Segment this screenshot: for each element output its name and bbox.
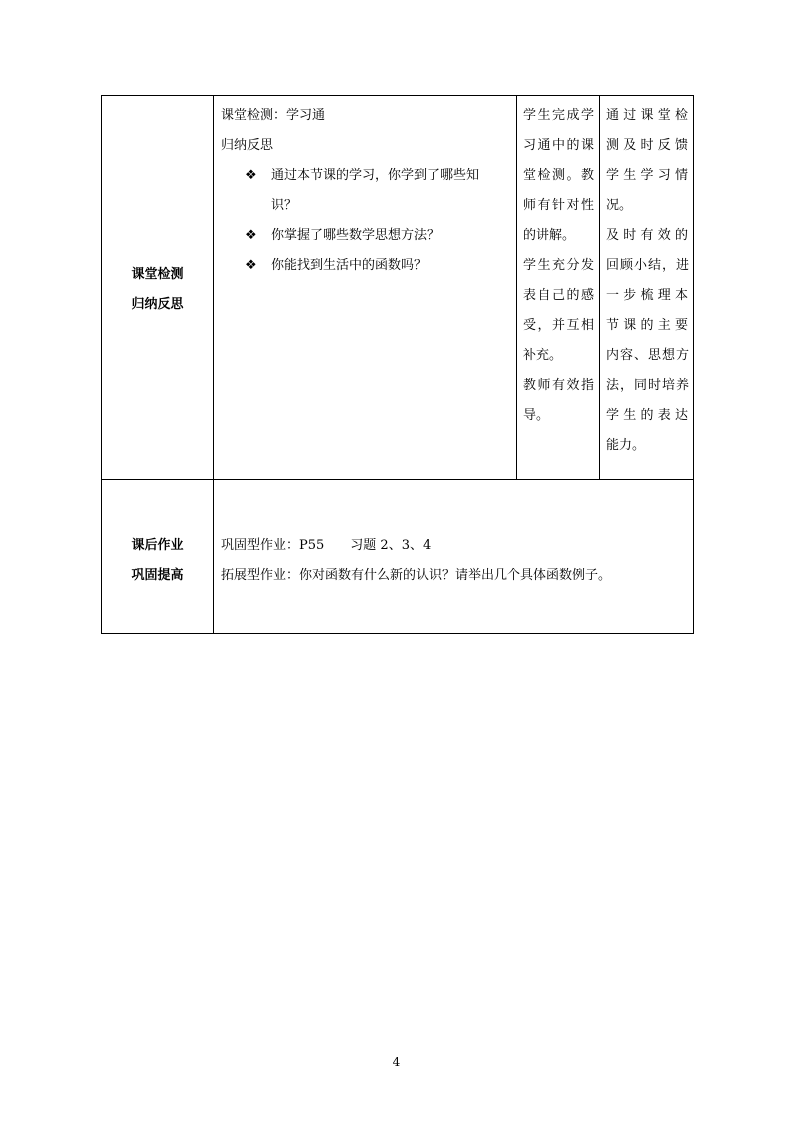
column-divider: [599, 95, 600, 480]
cell-text-line: 受，并互相: [523, 318, 594, 333]
diamond-bullet-icon: ❖: [245, 168, 257, 183]
cell-text-line: 能力。: [606, 438, 646, 453]
cell-text-line: 导。: [523, 408, 550, 423]
row-label-line: 巩固提高: [131, 568, 184, 583]
row-label-line: 归纳反思: [131, 297, 184, 312]
row-label-line: 课堂检测: [131, 267, 184, 282]
student-activity-cell: [523, 101, 594, 431]
cell-text-line: 教师有效指: [523, 378, 594, 393]
cell-text-line: 法，同时培养: [606, 378, 688, 393]
bullet-item: [221, 221, 513, 251]
cell-text-line: 及时有效的: [606, 228, 688, 243]
diamond-bullet-icon: ❖: [245, 228, 257, 243]
row-label-homework: [102, 531, 213, 591]
cell-text-line: 一步梳理本: [606, 288, 688, 303]
content-line: 归纳反思: [221, 138, 274, 153]
design-intent-cell: [606, 101, 688, 461]
row-label-line: 课后作业: [131, 538, 184, 553]
cell-text-line: 表自己的感: [523, 288, 594, 303]
cell-text-line: 节课的主要: [606, 318, 688, 333]
row-divider: [101, 479, 694, 480]
diamond-bullet-icon: ❖: [245, 258, 257, 273]
bullet-text: 识？: [271, 198, 298, 213]
bullet-item: [221, 251, 513, 281]
bullet-text: 你能找到生活中的函数吗？: [271, 258, 428, 273]
cell-text-line: 补充。: [523, 348, 563, 363]
homework-line: 巩固型作业：P55 习题 2、3、4: [221, 538, 432, 553]
bullet-text: 你掌握了哪些数学思想方法？: [271, 228, 441, 243]
cell-text-line: 师有针对性: [523, 198, 594, 213]
cell-text-line: 内容、思想方: [606, 348, 688, 363]
cell-text-line: 回顾小结，进: [606, 258, 688, 273]
bullet-text: 通过本节课的学习，你学到了哪些知: [271, 168, 480, 183]
bullet-item: [221, 161, 513, 221]
cell-text-line: 学生学习情: [606, 168, 688, 183]
cell-text-line: 堂检测。教: [523, 168, 594, 183]
cell-text-line: 况。: [606, 198, 633, 213]
cell-text-line: 学生充分发: [523, 258, 594, 273]
row-label-classroom-check: [102, 260, 213, 320]
cell-text-line: 学生的表达: [606, 408, 688, 423]
cell-text-line: 通过课堂检: [606, 108, 688, 123]
cell-text-line: 的讲解。: [523, 228, 576, 243]
homework-content-cell: [221, 531, 689, 591]
table-border-right: [693, 95, 694, 634]
column-divider: [516, 95, 517, 480]
teaching-content-cell: [221, 101, 513, 281]
table-border-bottom: [101, 633, 694, 634]
cell-text-line: 学生完成学: [523, 108, 594, 123]
page-number: 4: [392, 1055, 401, 1069]
homework-line: 拓展型作业：你对函数有什么新的认识？请举出几个具体函数例子。: [221, 568, 612, 583]
content-line: 课堂检测：学习通: [221, 108, 326, 123]
column-divider: [213, 95, 214, 634]
table-border-top: [101, 95, 694, 96]
cell-text-line: 测及时反馈: [606, 138, 688, 153]
cell-text-line: 习通中的课: [523, 138, 594, 153]
lesson-plan-table: [101, 95, 694, 634]
